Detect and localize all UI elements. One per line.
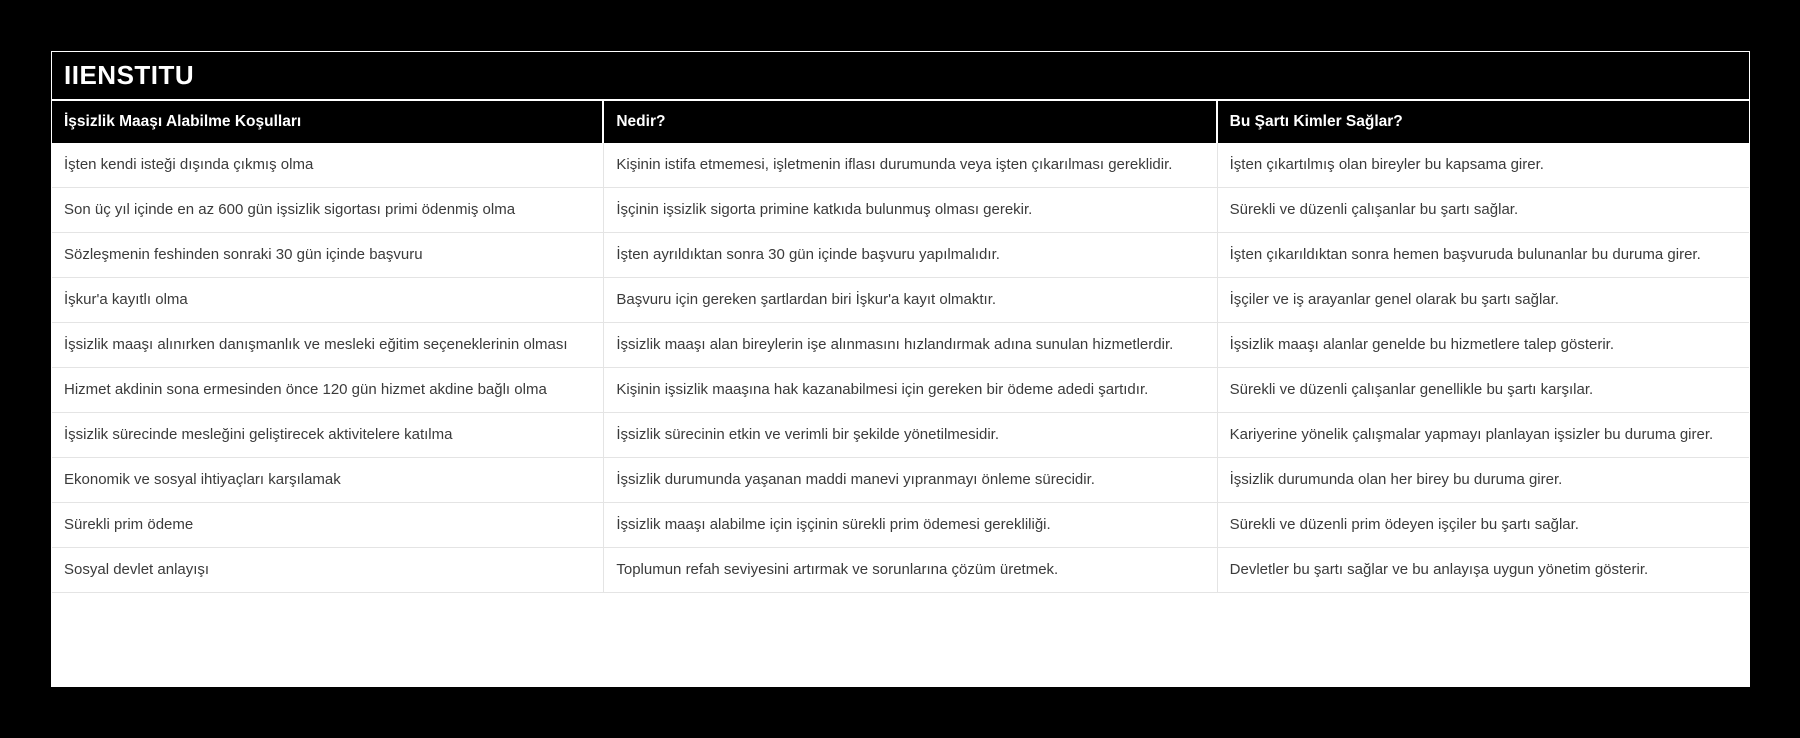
cell-kosul: Sözleşmenin feshinden sonraki 30 gün içinde başvuru (52, 233, 604, 278)
brand-title: IIENSTITU (64, 60, 195, 90)
cell-kimler-saglar: İşçiler ve iş arayanlar genel olarak bu şartı sağlar. (1218, 278, 1749, 323)
table-row (52, 278, 1749, 323)
table-row (52, 323, 1749, 368)
table-row (52, 368, 1749, 413)
cell-nedir: Kişinin istifa etmemesi, işletmenin iflası durumunda veya işten çıkarılması gereklidir. (604, 143, 1217, 188)
cell-nedir: İşçinin işsizlik sigorta primine katkıda bulunmuş olması gerekir. (604, 188, 1217, 233)
cell-kimler-saglar: Sürekli ve düzenli çalışanlar genellikle bu şartı karşılar. (1218, 368, 1749, 413)
header-row (52, 101, 1749, 143)
cell-nedir: İşsizlik maaşı alabilme için işçinin sürekli prim ödemesi gerekliliği. (604, 503, 1217, 548)
brand-banner (52, 52, 1749, 101)
cell-kosul: İşten kendi isteği dışında çıkmış olma (52, 143, 604, 188)
cell-nedir: İşsizlik durumunda yaşanan maddi manevi yıpranmayı önleme sürecidir. (604, 458, 1217, 503)
column-header-kosullar: İşsizlik Maaşı Alabilme Koşulları (52, 101, 604, 143)
cell-kimler-saglar: İşsizlik durumunda olan her birey bu duruma girer. (1218, 458, 1749, 503)
table-row (52, 188, 1749, 233)
cell-kosul: Sürekli prim ödeme (52, 503, 604, 548)
cell-nedir: Başvuru için gereken şartlardan biri İşkur'a kayıt olmaktır. (604, 278, 1217, 323)
cell-kimler-saglar: Sürekli ve düzenli çalışanlar bu şartı sağlar. (1218, 188, 1749, 233)
conditions-table (52, 101, 1749, 593)
table-body (52, 143, 1749, 593)
table-row (52, 548, 1749, 593)
cell-kosul: Son üç yıl içinde en az 600 gün işsizlik sigortası primi ödenmiş olma (52, 188, 604, 233)
cell-kosul: Hizmet akdinin sona ermesinden önce 120 gün hizmet akdine bağlı olma (52, 368, 604, 413)
cell-kosul: Sosyal devlet anlayışı (52, 548, 604, 593)
column-header-nedir: Nedir? (604, 101, 1217, 143)
cell-kosul: İşsizlik maaşı alınırken danışmanlık ve mesleki eğitim seçeneklerinin olması (52, 323, 604, 368)
cell-kosul: İşkur'a kayıtlı olma (52, 278, 604, 323)
cell-kimler-saglar: İşten çıkarıldıktan sonra hemen başvuruda bulunanlar bu duruma girer. (1218, 233, 1749, 278)
column-header-kimler-saglar: Bu Şartı Kimler Sağlar? (1218, 101, 1749, 143)
cell-kimler-saglar: Sürekli ve düzenli prim ödeyen işçiler bu şartı sağlar. (1218, 503, 1749, 548)
table-row (52, 458, 1749, 503)
table-row (52, 413, 1749, 458)
cell-kosul: Ekonomik ve sosyal ihtiyaçları karşılamak (52, 458, 604, 503)
cell-kimler-saglar: İşten çıkartılmış olan bireyler bu kapsama girer. (1218, 143, 1749, 188)
cell-nedir: Toplumun refah seviyesini artırmak ve sorunlarına çözüm üretmek. (604, 548, 1217, 593)
cell-kimler-saglar: İşsizlik maaşı alanlar genelde bu hizmetlere talep gösterir. (1218, 323, 1749, 368)
cell-nedir: İşsizlik maaşı alan bireylerin işe alınmasını hızlandırmak adına sunulan hizmetlerdir. (604, 323, 1217, 368)
cell-nedir: İşten ayrıldıktan sonra 30 gün içinde başvuru yapılmalıdır. (604, 233, 1217, 278)
table-row (52, 503, 1749, 548)
cell-kimler-saglar: Devletler bu şartı sağlar ve bu anlayışa uygun yönetim gösterir. (1218, 548, 1749, 593)
cell-kosul: İşsizlik sürecinde mesleğini geliştirecek aktivitelere katılma (52, 413, 604, 458)
cell-nedir: Kişinin işsizlik maaşına hak kazanabilmesi için gereken bir ödeme adedi şartıdır. (604, 368, 1217, 413)
table-card (51, 51, 1750, 687)
table-row (52, 233, 1749, 278)
cell-nedir: İşsizlik sürecinin etkin ve verimli bir şekilde yönetilmesidir. (604, 413, 1217, 458)
cell-kimler-saglar: Kariyerine yönelik çalışmalar yapmayı planlayan işsizler bu duruma girer. (1218, 413, 1749, 458)
table-row (52, 143, 1749, 188)
